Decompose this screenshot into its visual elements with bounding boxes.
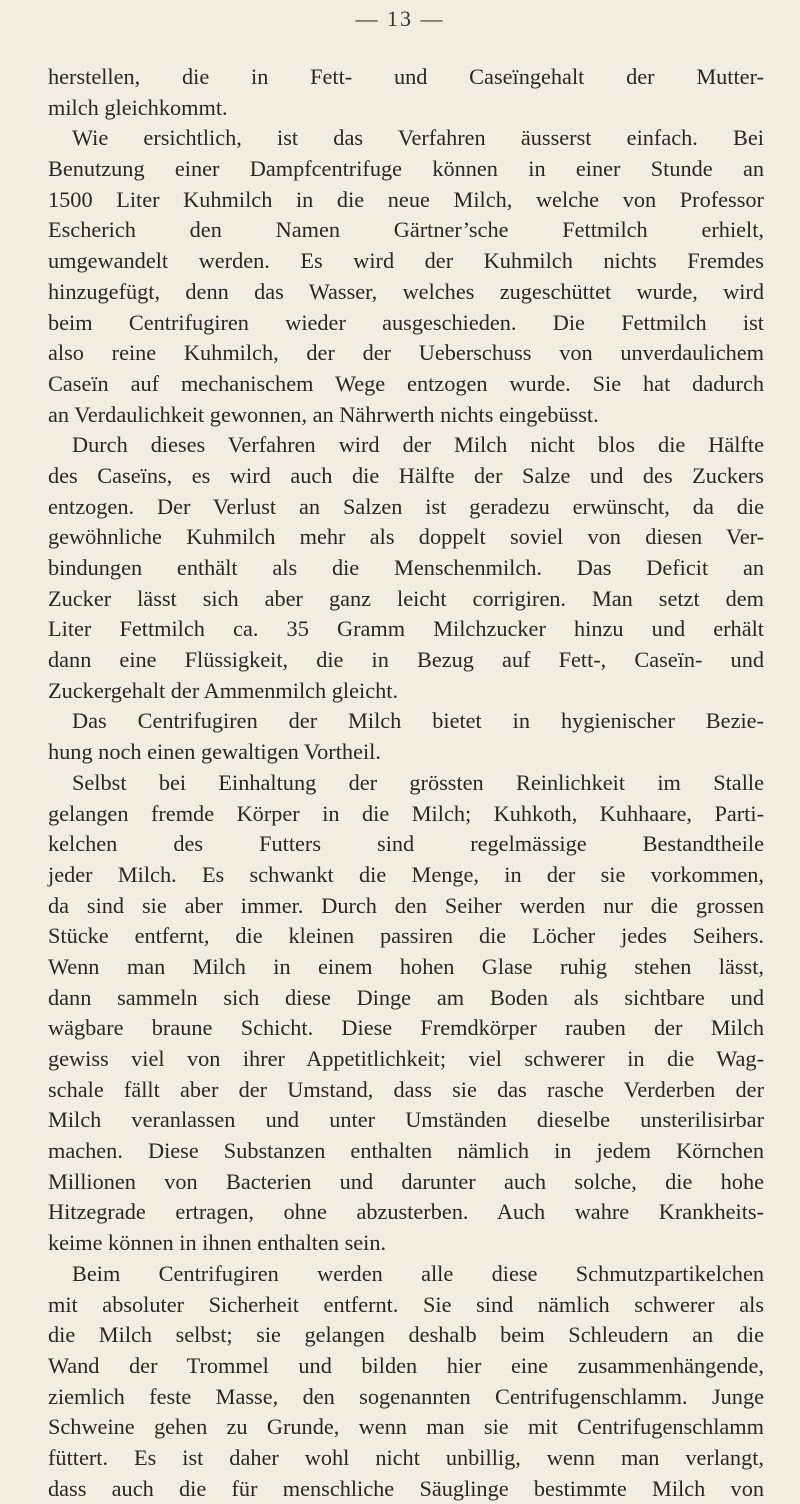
text-line: gewiss viel von ihrer Appetitlichkeit; viel schwerer in die Wag-: [48, 1046, 764, 1071]
text-line: Escherich den Namen Gärtner’sche Fettmilch erhielt,: [48, 217, 764, 243]
text-line: entzogen. Der Verlust an Salzen ist geradezu erwünscht, da die: [48, 493, 764, 519]
text-line: milch gleichkommt.: [48, 94, 228, 120]
text-line: füttert. Es ist daher wohl nicht unbillig, wenn man verlangt,: [48, 1444, 764, 1470]
text-line: Das Centrifugiren der Milch bietet in hygienischer Bezie-: [72, 708, 764, 734]
text-line: Stücke entfernt, die kleinen passiren die Löcher jedes Seihers.: [48, 923, 764, 949]
text-line: hung noch einen gewaltigen Vortheil.: [48, 739, 381, 765]
text-line: die Milch selbst; sie gelangen deshalb beim Schleudern an die: [48, 1322, 764, 1348]
text-line: an Verdaulichkeit gewonnen, an Nährwerth nichts eingebüsst.: [48, 401, 599, 427]
text-line: hinzugefügt, denn das Wasser, welches zugeschüttet wurde, wird: [48, 278, 764, 304]
text-line: bindungen enthält als die Menschenmilch. Das Deficit an: [48, 555, 764, 580]
text-line: machen. Diese Substanzen enthalten nämlich in jedem Körnchen: [48, 1138, 764, 1164]
text-line: des Caseïns, es wird auch die Hälfte der Salze und des Zuckers: [48, 462, 764, 488]
text-line: dann sammeln sich diese Dinge am Boden als sichtbare und: [48, 984, 764, 1010]
text-line: Millionen von Bacterien und darunter auch solche, die hohe: [48, 1168, 764, 1194]
text-line: Selbst bei Einhaltung der grössten Reinlichkeit im Stalle: [72, 769, 764, 795]
text-line: keime können in ihnen enthalten sein.: [48, 1230, 387, 1256]
text-line: Wand der Trommel und bilden hier eine zusammenhängende,: [48, 1352, 764, 1378]
text-line: Hitzegrade ertragen, ohne abzusterben. Auch wahre Krankheits-: [48, 1199, 764, 1225]
text-line: Schweine gehen zu Grunde, wenn man sie mit Centrifugenschlamm: [48, 1414, 764, 1440]
text-line: dass auch die für menschliche Säuglinge bestimmte Milch von: [48, 1475, 764, 1501]
page-number: — 13 —: [355, 6, 445, 31]
text-line: also reine Kuhmilch, der der Ueberschuss von unverdaulichem: [48, 340, 764, 366]
text-line: 1500 Liter Kuhmilch in die neue Milch, welche von Professor: [48, 186, 764, 212]
text-line: Milch veranlassen und unter Umständen dieselbe unsterilisirbar: [48, 1107, 764, 1133]
text-line: kelchen des Futters sind regelmässige Bestandtheile: [48, 831, 764, 857]
text-line: Zucker lässt sich aber ganz leicht corrigiren. Man setzt dem: [48, 585, 764, 611]
text-line: gelangen fremde Körper in die Milch; Kuhkoth, Kuhhaare, Parti-: [48, 800, 764, 826]
text-line: jeder Milch. Es schwankt die Menge, in der sie vorkommen,: [48, 861, 764, 887]
text-line: da sind sie aber immer. Durch den Seiher werden nur die grossen: [48, 892, 764, 918]
text-line: ziemlich feste Masse, den sogenannten Centrifugenschlamm. Junge: [48, 1383, 764, 1409]
text-line: Zuckergehalt der Ammenmilch gleicht.: [48, 677, 399, 703]
text-line: Wenn man Milch in einem hohen Glase ruhig stehen lässt,: [48, 953, 764, 979]
body-text: [48, 62, 764, 1504]
text-line: Beim Centrifugiren werden alle diese Schmutzpartikelchen: [72, 1260, 764, 1286]
text-line: Durch dieses Verfahren wird der Milch nicht blos die Hälfte: [72, 432, 764, 458]
text-line: beim Centrifugiren wieder ausgeschieden. Die Fettmilch ist: [48, 309, 764, 335]
text-line: gewöhnliche Kuhmilch mehr als doppelt soviel von diesen Ver-: [48, 524, 764, 550]
text-line: Liter Fettmilch ca. 35 Gramm Milchzucker hinzu und erhält: [48, 616, 764, 642]
text-line: Caseïn auf mechanischem Wege entzogen wurde. Sie hat dadurch: [48, 370, 764, 396]
text-line: Wie ersichtlich, ist das Verfahren äusserst einfach. Bei: [72, 125, 764, 151]
text-line: wägbare braune Schicht. Diese Fremdkörper rauben der Milch: [48, 1015, 764, 1041]
text-line: schale fällt aber der Umstand, dass sie das rasche Verderben der: [48, 1076, 764, 1102]
text-line: mit absoluter Sicherheit entfernt. Sie sind nämlich schwerer als: [48, 1291, 764, 1317]
text-line: Benutzung einer Dampfcentrifuge können in einer Stunde an: [48, 156, 764, 182]
text-line: herstellen, die in Fett- und Caseïngehalt der Mutter-: [48, 64, 764, 89]
text-line: umgewandelt werden. Es wird der Kuhmilch nichts Fremdes: [48, 248, 764, 274]
text-line: dann eine Flüssigkeit, die in Bezug auf Fett-, Caseïn- und: [48, 647, 764, 673]
